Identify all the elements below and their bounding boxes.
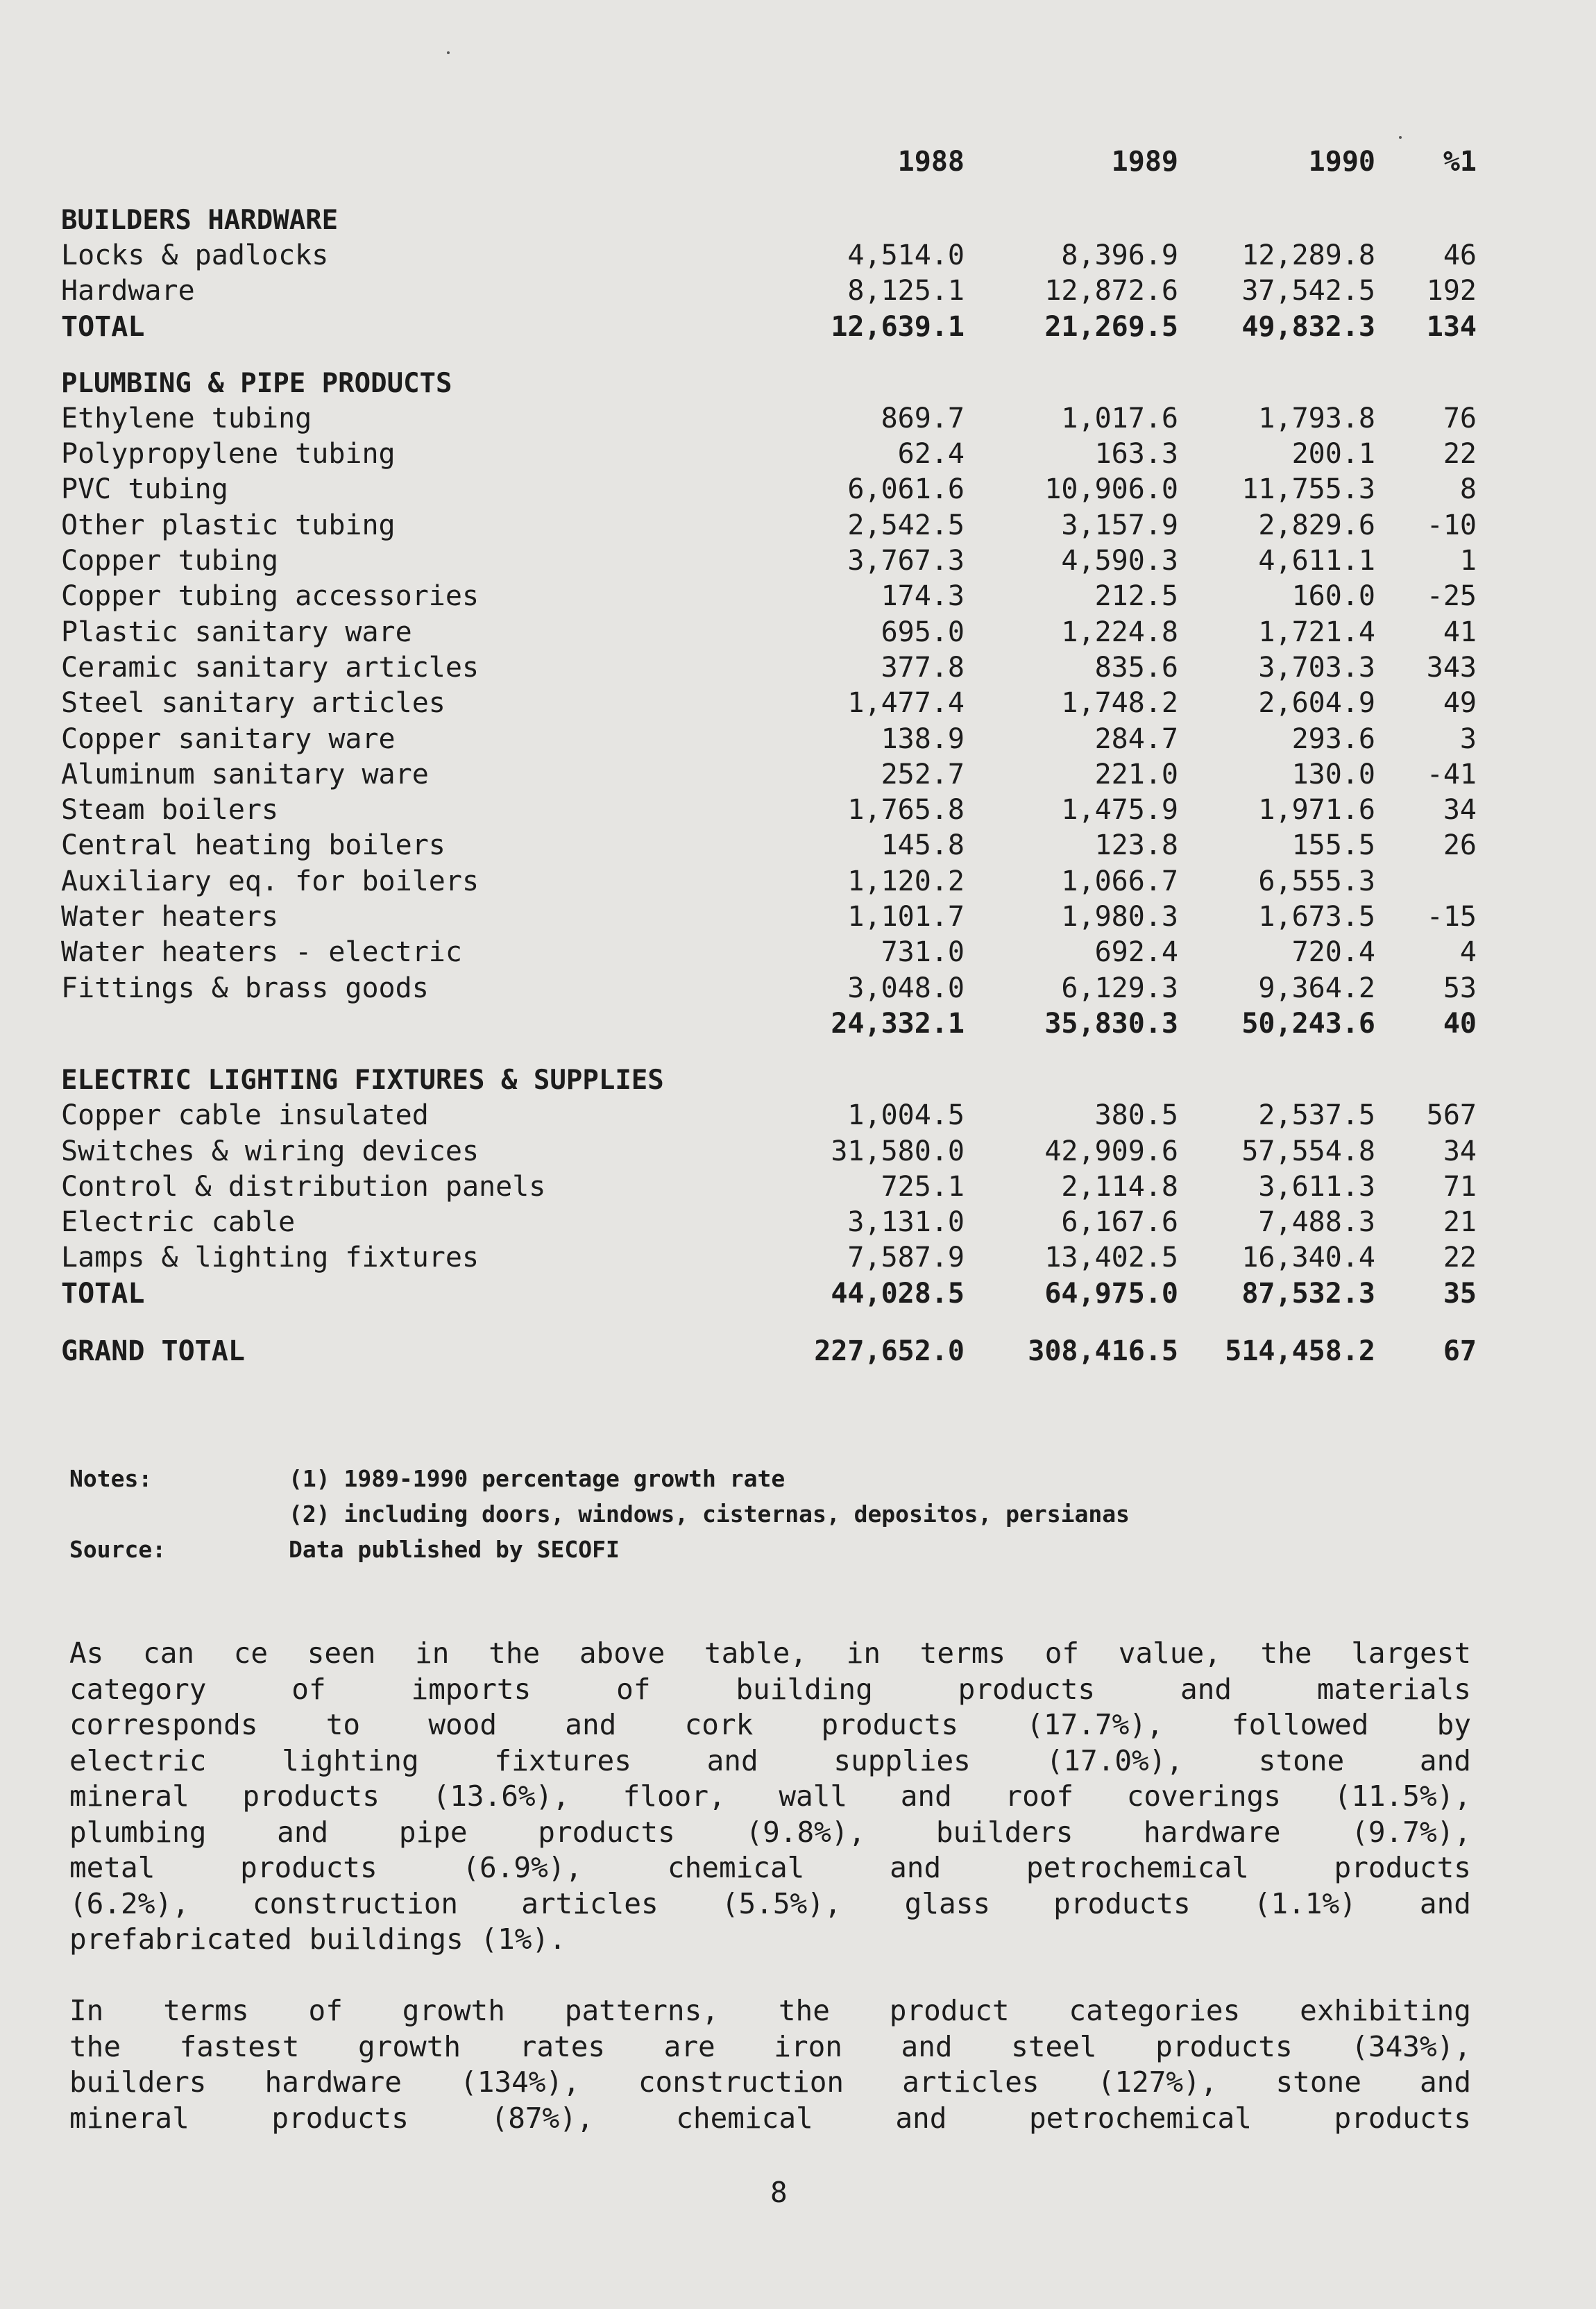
value-1990: 1,721.4	[1258, 616, 1375, 648]
grand-total-row	[61, 1334, 1477, 1369]
value-1988: 3,048.0	[847, 972, 965, 1004]
value-1990: 160.0	[1291, 580, 1375, 613]
notes-label: Notes:	[69, 1465, 153, 1492]
table-row	[61, 273, 1477, 309]
row-label: Auxiliary eq. for boilers	[61, 865, 479, 897]
value-1989: 2,114.8	[1061, 1170, 1178, 1203]
row-label: Lamps & lighting fixtures	[61, 1242, 479, 1274]
paragraph-line: prefabricated buildings (1%).	[69, 1922, 566, 1956]
value-1988: 8,125.1	[847, 275, 965, 307]
value-pct: 34	[1443, 1135, 1477, 1167]
value-pct: 67	[1443, 1335, 1477, 1368]
value-1990: 16,340.4	[1241, 1242, 1375, 1274]
table-row	[61, 899, 1477, 935]
value-1990: 3,703.3	[1258, 651, 1375, 684]
paragraph-line: mineral products (87%), chemical and petrochemical products	[69, 2101, 1471, 2135]
value-1989: 3,157.9	[1061, 509, 1178, 541]
value-1990: 11,755.3	[1241, 473, 1375, 506]
value-1990: 2,829.6	[1258, 509, 1375, 541]
value-1989: 692.4	[1094, 936, 1178, 969]
value-1989: 221.0	[1094, 758, 1178, 790]
speck-mark	[447, 51, 450, 54]
value-1988: 1,477.4	[847, 687, 965, 720]
table-row	[61, 543, 1477, 579]
row-label: Control & distribution panels	[61, 1170, 546, 1203]
value-1990: 6,555.3	[1258, 865, 1375, 897]
table-row	[61, 686, 1477, 721]
table-row	[61, 401, 1477, 437]
table-row	[61, 793, 1477, 828]
value-1988: 174.3	[881, 580, 965, 613]
row-label: TOTAL	[61, 1277, 145, 1310]
section-title: BUILDERS HARDWARE	[61, 205, 339, 236]
value-pct: 34	[1443, 794, 1477, 827]
value-pct: 192	[1426, 275, 1477, 307]
imports-table	[61, 146, 1477, 1369]
paragraph-line: electric lighting fixtures and supplies (17.0%), stone and	[69, 1743, 1471, 1777]
paragraph-line: metal products (6.9%), chemical and petrochemical products	[69, 1851, 1471, 1884]
note-1: (1) 1989-1990 percentage growth rate	[289, 1465, 786, 1492]
paragraph-line: builders hardware (134%), construction articles (127%), stone and	[69, 2065, 1471, 2099]
row-label: Polypropylene tubing	[61, 438, 396, 471]
value-1989: 21,269.5	[1044, 310, 1178, 343]
value-1990: 2,604.9	[1258, 687, 1375, 720]
value-1989: 64,975.0	[1044, 1277, 1178, 1310]
row-label: Copper tubing	[61, 545, 279, 577]
value-1988: 725.1	[881, 1170, 965, 1203]
row-label: TOTAL	[61, 310, 145, 343]
value-1990: 293.6	[1291, 722, 1375, 755]
table-row	[61, 935, 1477, 970]
value-1990: 514,458.2	[1225, 1335, 1375, 1368]
speck-mark	[1399, 136, 1402, 139]
value-1989: 1,748.2	[1061, 687, 1178, 720]
value-1988: 869.7	[881, 402, 965, 434]
table-row	[61, 437, 1477, 472]
value-pct: 22	[1443, 1242, 1477, 1274]
value-1990: 9,364.2	[1258, 972, 1375, 1004]
row-label: Fittings & brass goods	[61, 972, 429, 1004]
paragraph-line: category of imports of building products and materials	[69, 1672, 1471, 1706]
value-1989: 8,396.9	[1061, 239, 1178, 271]
value-1989: 1,017.6	[1061, 402, 1178, 434]
paragraph-line: mineral products (13.6%), floor, wall and roof coverings (11.5%),	[69, 1779, 1471, 1813]
value-pct: 567	[1426, 1099, 1477, 1132]
value-pct: -41	[1426, 758, 1477, 790]
value-1988: 31,580.0	[831, 1135, 965, 1167]
value-pct: 71	[1443, 1170, 1477, 1203]
value-1988: 252.7	[881, 758, 965, 790]
value-pct: 49	[1443, 687, 1477, 720]
value-1988: 3,131.0	[847, 1206, 965, 1239]
row-label: Copper sanitary ware	[61, 722, 396, 755]
value-1989: 10,906.0	[1044, 473, 1178, 506]
value-1990: 3,611.3	[1258, 1170, 1375, 1203]
table-row	[61, 971, 1477, 1006]
row-label: Aluminum sanitary ware	[61, 758, 429, 790]
table-row	[61, 579, 1477, 614]
value-pct: -25	[1426, 580, 1477, 613]
value-pct: 41	[1443, 616, 1477, 648]
value-1988: 1,101.7	[847, 901, 965, 933]
value-1990: 1,793.8	[1258, 402, 1375, 434]
table-row	[61, 472, 1477, 507]
value-1990: 1,673.5	[1258, 901, 1375, 933]
value-pct: 4	[1459, 936, 1477, 969]
section-electric-lighting	[61, 1063, 1477, 1312]
value-1988: 377.8	[881, 651, 965, 684]
row-label: Steam boilers	[61, 794, 279, 827]
value-1989: 35,830.3	[1044, 1007, 1178, 1040]
section-title: PLUMBING & PIPE PRODUCTS	[61, 367, 452, 399]
col-header-1989: 1989	[1111, 146, 1178, 178]
row-label: Locks & padlocks	[61, 239, 329, 271]
section-title: ELECTRIC LIGHTING FIXTURES & SUPPLIES	[61, 1065, 664, 1097]
value-pct: 76	[1443, 402, 1477, 434]
table-header	[61, 146, 1477, 182]
section-builders-hardware	[61, 203, 1477, 345]
value-1990: 130.0	[1291, 758, 1375, 790]
value-1989: 12,872.6	[1044, 275, 1178, 307]
row-label: Other plastic tubing	[61, 509, 396, 541]
row-label: Switches & wiring devices	[61, 1135, 479, 1167]
value-1989: 1,980.3	[1061, 901, 1178, 933]
value-1988: 44,028.5	[831, 1277, 965, 1310]
value-1988: 62.4	[897, 438, 965, 471]
table-row	[61, 615, 1477, 650]
row-label: Copper tubing accessories	[61, 580, 479, 613]
source-label: Source:	[69, 1536, 167, 1563]
value-pct: 35	[1443, 1277, 1477, 1310]
value-1990: 57,554.8	[1241, 1135, 1375, 1167]
value-1988: 3,767.3	[847, 545, 965, 577]
value-pct: 343	[1426, 651, 1477, 684]
value-pct: 8	[1459, 473, 1477, 506]
value-1988: 12,639.1	[831, 310, 965, 343]
value-1989: 163.3	[1094, 438, 1178, 471]
row-label: Central heating boilers	[61, 829, 445, 862]
value-1990: 50,243.6	[1241, 1007, 1375, 1040]
value-1989: 4,590.3	[1061, 545, 1178, 577]
table-row	[61, 864, 1477, 899]
value-pct: 3	[1459, 722, 1477, 755]
value-1990: 7,488.3	[1258, 1206, 1375, 1239]
table-row	[61, 722, 1477, 757]
value-pct: 134	[1426, 310, 1477, 343]
value-1988: 138.9	[881, 722, 965, 755]
value-1988: 731.0	[881, 936, 965, 969]
value-1989: 1,066.7	[1061, 865, 1178, 897]
value-1990: 2,537.5	[1258, 1099, 1375, 1132]
col-header-1990: 1990	[1308, 146, 1375, 178]
value-1989: 284.7	[1094, 722, 1178, 755]
value-1989: 6,167.6	[1061, 1206, 1178, 1239]
value-1988: 695.0	[881, 616, 965, 648]
value-1990: 4,611.1	[1258, 545, 1375, 577]
paragraph-line: As can ce seen in the above table, in terms of value, the largest	[69, 1636, 1471, 1670]
value-1989: 13,402.5	[1044, 1242, 1178, 1274]
value-1988: 4,514.0	[847, 239, 965, 271]
table-row	[61, 1240, 1477, 1276]
value-1990: 49,832.3	[1241, 310, 1375, 343]
paragraph-line: the fastest growth rates are iron and steel products (343%),	[69, 2029, 1471, 2063]
value-1989: 380.5	[1094, 1099, 1178, 1132]
paragraph-value-ranking	[69, 1636, 1471, 1958]
table-row	[61, 1098, 1477, 1133]
row-label: GRAND TOTAL	[61, 1335, 245, 1368]
value-1988: 1,765.8	[847, 794, 965, 827]
paragraph-line: corresponds to wood and cork products (17.7%), followed by	[69, 1708, 1471, 1741]
value-1989: 308,416.5	[1028, 1335, 1178, 1368]
value-1988: 7,587.9	[847, 1242, 965, 1274]
page-number: 8	[770, 2176, 788, 2209]
value-pct: 40	[1443, 1007, 1477, 1040]
table-row	[61, 1205, 1477, 1240]
electric-rows	[61, 1098, 1477, 1276]
value-1988: 1,004.5	[847, 1099, 965, 1132]
value-1990: 37,542.5	[1241, 275, 1375, 307]
value-1989: 835.6	[1094, 651, 1178, 684]
row-label: Ceramic sanitary articles	[61, 651, 479, 684]
value-pct: 53	[1443, 972, 1477, 1004]
value-1989: 42,909.6	[1044, 1135, 1178, 1167]
total-row	[61, 310, 1477, 345]
table-row	[61, 238, 1477, 273]
row-label: Copper cable insulated	[61, 1099, 429, 1132]
value-1989: 1,475.9	[1061, 794, 1178, 827]
table-row	[61, 1134, 1477, 1169]
row-label: Steel sanitary articles	[61, 687, 445, 720]
row-label: PVC tubing	[61, 473, 228, 506]
row-label: Electric cable	[61, 1206, 296, 1239]
note-2: (2) including doors, windows, cisternas, depositos, persianas	[289, 1500, 1130, 1528]
value-pct: 21	[1443, 1206, 1477, 1239]
row-label: Water heaters	[61, 901, 279, 933]
table-row	[61, 1169, 1477, 1205]
value-1989: 212.5	[1094, 580, 1178, 613]
value-1990: 87,532.3	[1241, 1277, 1375, 1310]
value-1988: 227,652.0	[814, 1335, 965, 1368]
value-pct: -15	[1426, 901, 1477, 933]
value-1988: 6,061.6	[847, 473, 965, 506]
row-label: Plastic sanitary ware	[61, 616, 412, 648]
table-row	[61, 650, 1477, 686]
total-row	[61, 1276, 1477, 1312]
value-1988: 2,542.5	[847, 509, 965, 541]
row-label: Ethylene tubing	[61, 402, 312, 434]
value-1988: 145.8	[881, 829, 965, 862]
col-header-pct: %1	[1443, 146, 1477, 178]
value-pct: 26	[1443, 829, 1477, 862]
table-row	[61, 757, 1477, 793]
total-row	[61, 1006, 1477, 1042]
col-header-1988: 1988	[897, 146, 965, 178]
value-1989: 1,224.8	[1061, 616, 1178, 648]
value-pct: -10	[1426, 509, 1477, 541]
paragraph-line: In terms of growth patterns, the product categories exhibiting	[69, 1994, 1471, 2027]
row-label: Water heaters - electric	[61, 936, 462, 969]
value-pct: 22	[1443, 438, 1477, 471]
section-plumbing-pipe	[61, 366, 1477, 1042]
source-text: Data published by SECOFI	[289, 1536, 620, 1563]
value-pct: 1	[1459, 545, 1477, 577]
paragraph-growth-patterns	[69, 1993, 1471, 2136]
value-1988: 1,120.2	[847, 865, 965, 897]
value-1988: 24,332.1	[831, 1007, 965, 1040]
value-1990: 12,289.8	[1241, 239, 1375, 271]
value-pct: 46	[1443, 239, 1477, 271]
row-label: Hardware	[61, 275, 195, 307]
value-1990: 155.5	[1291, 829, 1375, 862]
value-1990: 1,971.6	[1258, 794, 1375, 827]
value-1990: 200.1	[1291, 438, 1375, 471]
table-row	[61, 508, 1477, 543]
value-1990: 720.4	[1291, 936, 1375, 969]
value-1989: 6,129.3	[1061, 972, 1178, 1004]
paragraph-line: plumbing and pipe products (9.8%), builders hardware (9.7%),	[69, 1815, 1471, 1849]
value-1989: 123.8	[1094, 829, 1178, 862]
plumbing-rows	[61, 401, 1477, 1006]
paragraph-line: (6.2%), construction articles (5.5%), glass products (1.1%) and	[69, 1886, 1471, 1920]
table-row	[61, 828, 1477, 863]
